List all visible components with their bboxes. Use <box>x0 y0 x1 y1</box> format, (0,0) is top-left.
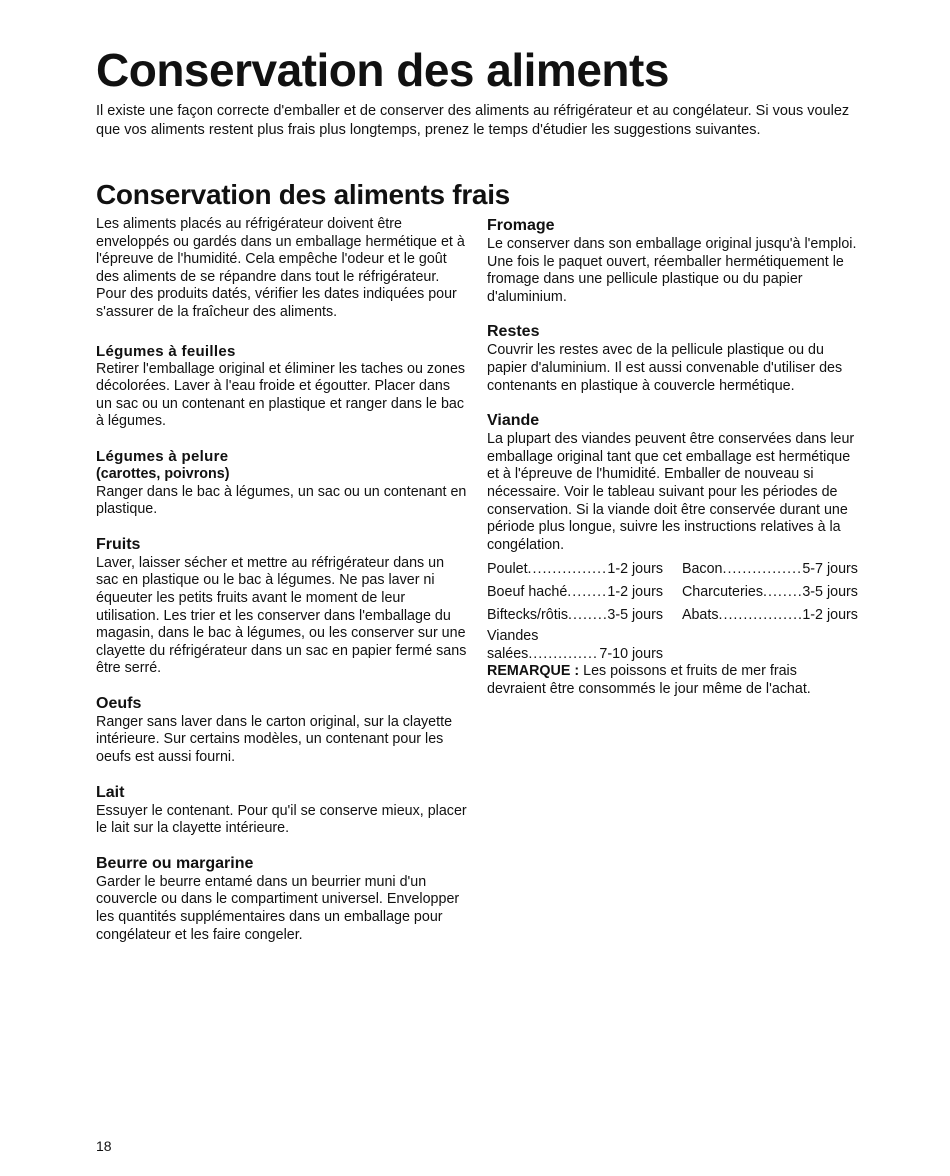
legumes-feuilles-text: Retirer l'emballage original et éliminer les taches ou zones décolorées. Laver à l'eau froide et égoutter. Placer dans un sac ou un contenant en plastique et ranger dans le bac à légumes. <box>96 360 466 430</box>
restes-text: Couvrir les restes avec de la pellicule plastique ou du papier d'aluminium. Il est aussi convenable d'utiliser des contenants en plastique à couvercle hermétique. <box>487 342 843 394</box>
list-item: Biftecks/rôtis ..... 3-5 jours <box>487 604 663 627</box>
section-legumes-pelure <box>96 447 468 519</box>
meat-storage-table <box>487 558 859 663</box>
list-item: Charcuteries ..... 3-5 jours <box>682 581 858 604</box>
page-title: Conservation des aliments <box>96 44 669 96</box>
section-oeufs <box>96 694 468 767</box>
fruits-text: Laver, laisser sécher et mettre au réfrigérateur dans un sac en plastique ou le bac à légumes. Ne pas laver ni équeuter les petits fruits avant le moment de leur utilisation. Les trier et les conserver dans l'emballage du magasin, dans le bac à légumes, ou les conserver sur une clayette du réfrigérateur dans un sac en papier fermé sans être serré. <box>96 554 467 677</box>
section-legumes-feuilles <box>96 342 468 431</box>
section-beurre <box>96 854 468 944</box>
legumes-pelure-heading: Légumes à pelure <box>96 447 229 465</box>
list-item: Poulet ..... 1-2 jours <box>487 558 663 581</box>
fruits-heading: Fruits <box>96 535 141 553</box>
fresh-food-intro <box>96 216 468 322</box>
section-restes <box>487 322 859 395</box>
list-item: salées ..... 7-10 jours <box>487 645 663 663</box>
table-row <box>487 558 859 581</box>
remarque-note <box>487 663 859 698</box>
legumes-feuilles-heading: Légumes à feuilles <box>96 342 236 360</box>
remarque-text: Les poissons et fruits de mer frais devraient être consommés le jour même de l'achat. <box>487 663 811 697</box>
lait-text: Essuyer le contenant. Pour qu'il se conserve mieux, placer le lait sur la clayette intérieure. <box>96 802 467 837</box>
legumes-pelure-text: Ranger dans le bac à légumes, un sac ou un contenant en plastique. <box>96 483 467 518</box>
fromage-text: Le conserver dans son emballage original jusqu'à l'emploi. Une fois le paquet ouvert, réemballer hermétiquement le fromage dans une pellicule plastique ou du papier d'aluminium. <box>487 236 857 305</box>
list-item: Abats ..... 1-2 jours <box>682 604 858 627</box>
viande-text: La plupart des viandes peuvent être conservées dans leur emballage original tant que cet emballage est hermétique et à l'épreuve de l'humidité. Emballer de nouveau si nécessaire. Voir le tableau suivant pour les périodes de conservation. Si la viande doit être conservée durant une période plus longue, suivre les instructions relatives à la congélation. <box>487 431 855 553</box>
oeufs-text: Ranger sans laver dans le carton original, sur la clayette intérieure. Sur certains modèles, un contenant pour les oeufs est aussi fourni. <box>96 713 453 766</box>
left-column <box>96 216 468 960</box>
beurre-heading: Beurre ou margarine <box>96 854 254 872</box>
lait-heading: Lait <box>96 783 125 801</box>
salted-meats-label: Viandes <box>487 628 539 645</box>
intro-paragraph: Il existe une façon correcte d'emballer et de conserver des aliments au réfrigérateur et au congélateur. Si vous voulez que vos aliments restent plus frais plus longtemps, prenez le temps d'étudier les suggestions suivantes. <box>96 103 850 138</box>
section-title: Conservation des aliments frais <box>96 179 510 210</box>
table-row <box>487 627 859 663</box>
viande-heading: Viande <box>487 412 540 430</box>
remarque-label: REMARQUE : <box>487 663 580 680</box>
section-lait <box>96 783 468 838</box>
fresh-food-intro-text: Les aliments placés au réfrigérateur doivent être enveloppés ou gardés dans un emballage hermétique et à l'épreuve de l'humidité. Cela empêche l'odeur et le goût des aliments de se répandre dans tout le réfrigérateur. Pour des produits datés, vérifier les dates indiquées pour s'assurer de la fraîcheur des aliments. <box>96 216 465 320</box>
right-column <box>487 216 859 715</box>
legumes-pelure-subnote: (carottes, poivrons) <box>96 465 230 482</box>
section-fromage <box>487 216 859 306</box>
table-row <box>487 581 859 604</box>
table-row <box>487 604 859 627</box>
fromage-heading: Fromage <box>487 217 555 234</box>
oeufs-heading: Oeufs <box>96 694 142 712</box>
beurre-text: Garder le beurre entamé dans un beurrier muni d'un couvercle ou dans le compartiment universel. Envelopper les quantités supplémentaires dans un emballage pour congélateur et les faire congeler. <box>96 873 460 943</box>
section-viande <box>487 411 859 698</box>
list-item: Boeuf haché ..... 1-2 jours <box>487 581 663 604</box>
page-number: 18 <box>96 1138 112 1154</box>
list-item: Bacon ..... 5-7 jours <box>682 558 858 581</box>
restes-heading: Restes <box>487 323 540 341</box>
section-fruits <box>96 535 468 678</box>
